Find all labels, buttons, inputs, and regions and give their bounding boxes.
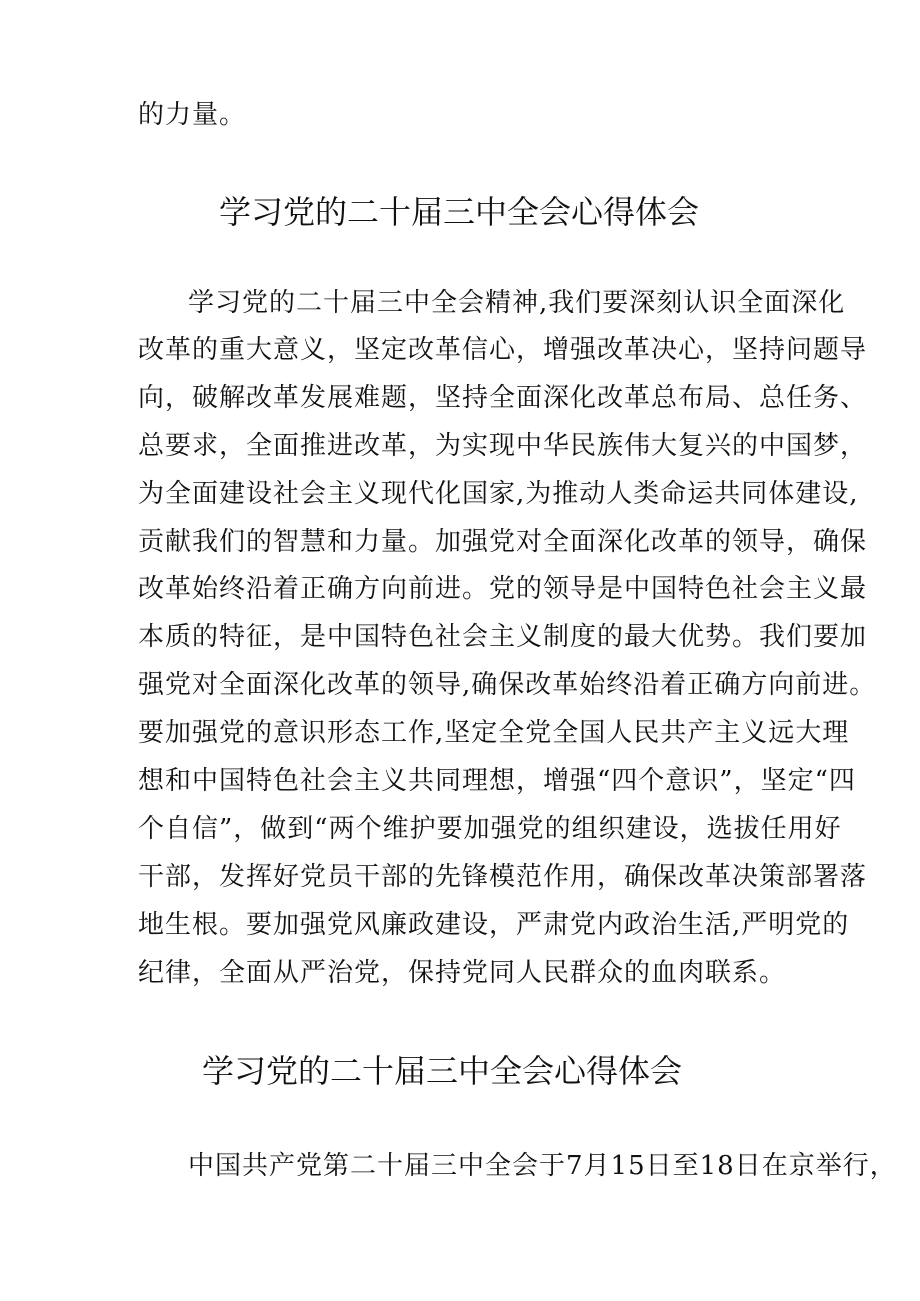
- paragraph-line: 想和中国特色社会主义共同理想，增强“四个意识”，坚定“四: [138, 766, 856, 796]
- paragraph-line: 改革始终沿着正确方向前进。党的领导是中国特色社会主义最: [138, 574, 868, 604]
- paragraph-line: 纪律，全面从严治党，保持党同人民群众的血肉联系。: [138, 958, 787, 988]
- paragraph-line: 为全面建设社会主义现代化国家,为推动人类命运共同体建设,: [138, 479, 859, 509]
- paragraph-line: 向，破解改革发展难题，坚持全面深化改革总布局、总任务、: [138, 383, 868, 413]
- section-1-title: 学习党的二十届三中全会心得体会: [219, 193, 700, 231]
- paragraph-line: 强党对全面深化改革的领导,确保改革始终沿着正确方向前进。: [138, 670, 877, 700]
- section-2-title: 学习党的二十届三中全会心得体会: [202, 1052, 683, 1090]
- paragraph-line: 中国共产党第二十届三中全会于7月15日至18日在京举行，: [188, 1151, 897, 1181]
- paragraph-line: 贡献我们的智慧和力量。加强党对全面深化改革的领导，确保: [138, 527, 868, 557]
- paragraph-line: 要加强党的意识形态工作,坚定全党全国人民共产主义远大理: [138, 718, 850, 748]
- lead-line: 的力量。: [138, 100, 247, 130]
- paragraph-line: 个自信”，做到“两个维护要加强党的组织建设，选拔任用好: [138, 814, 842, 844]
- paragraph-line: 本质的特征，是中国特色社会主义制度的最大优势。我们要加: [138, 622, 868, 652]
- paragraph-line: 干部，发挥好党员干部的先锋模范作用，确保改革决策部署落: [138, 862, 868, 892]
- paragraph-line: 改革的重大意义，坚定改革信心，增强改革决心，坚持问题导: [138, 335, 868, 365]
- paragraph-line: 总要求，全面推进改革，为实现中华民族伟大复兴的中国梦，: [138, 431, 868, 461]
- paragraph-line: 地生根。要加强党风廉政建设，严肃党内政治生活,严明党的: [138, 910, 850, 940]
- paragraph-line: 学习党的二十届三中全会精神,我们要深刻认识全面深化: [188, 288, 846, 318]
